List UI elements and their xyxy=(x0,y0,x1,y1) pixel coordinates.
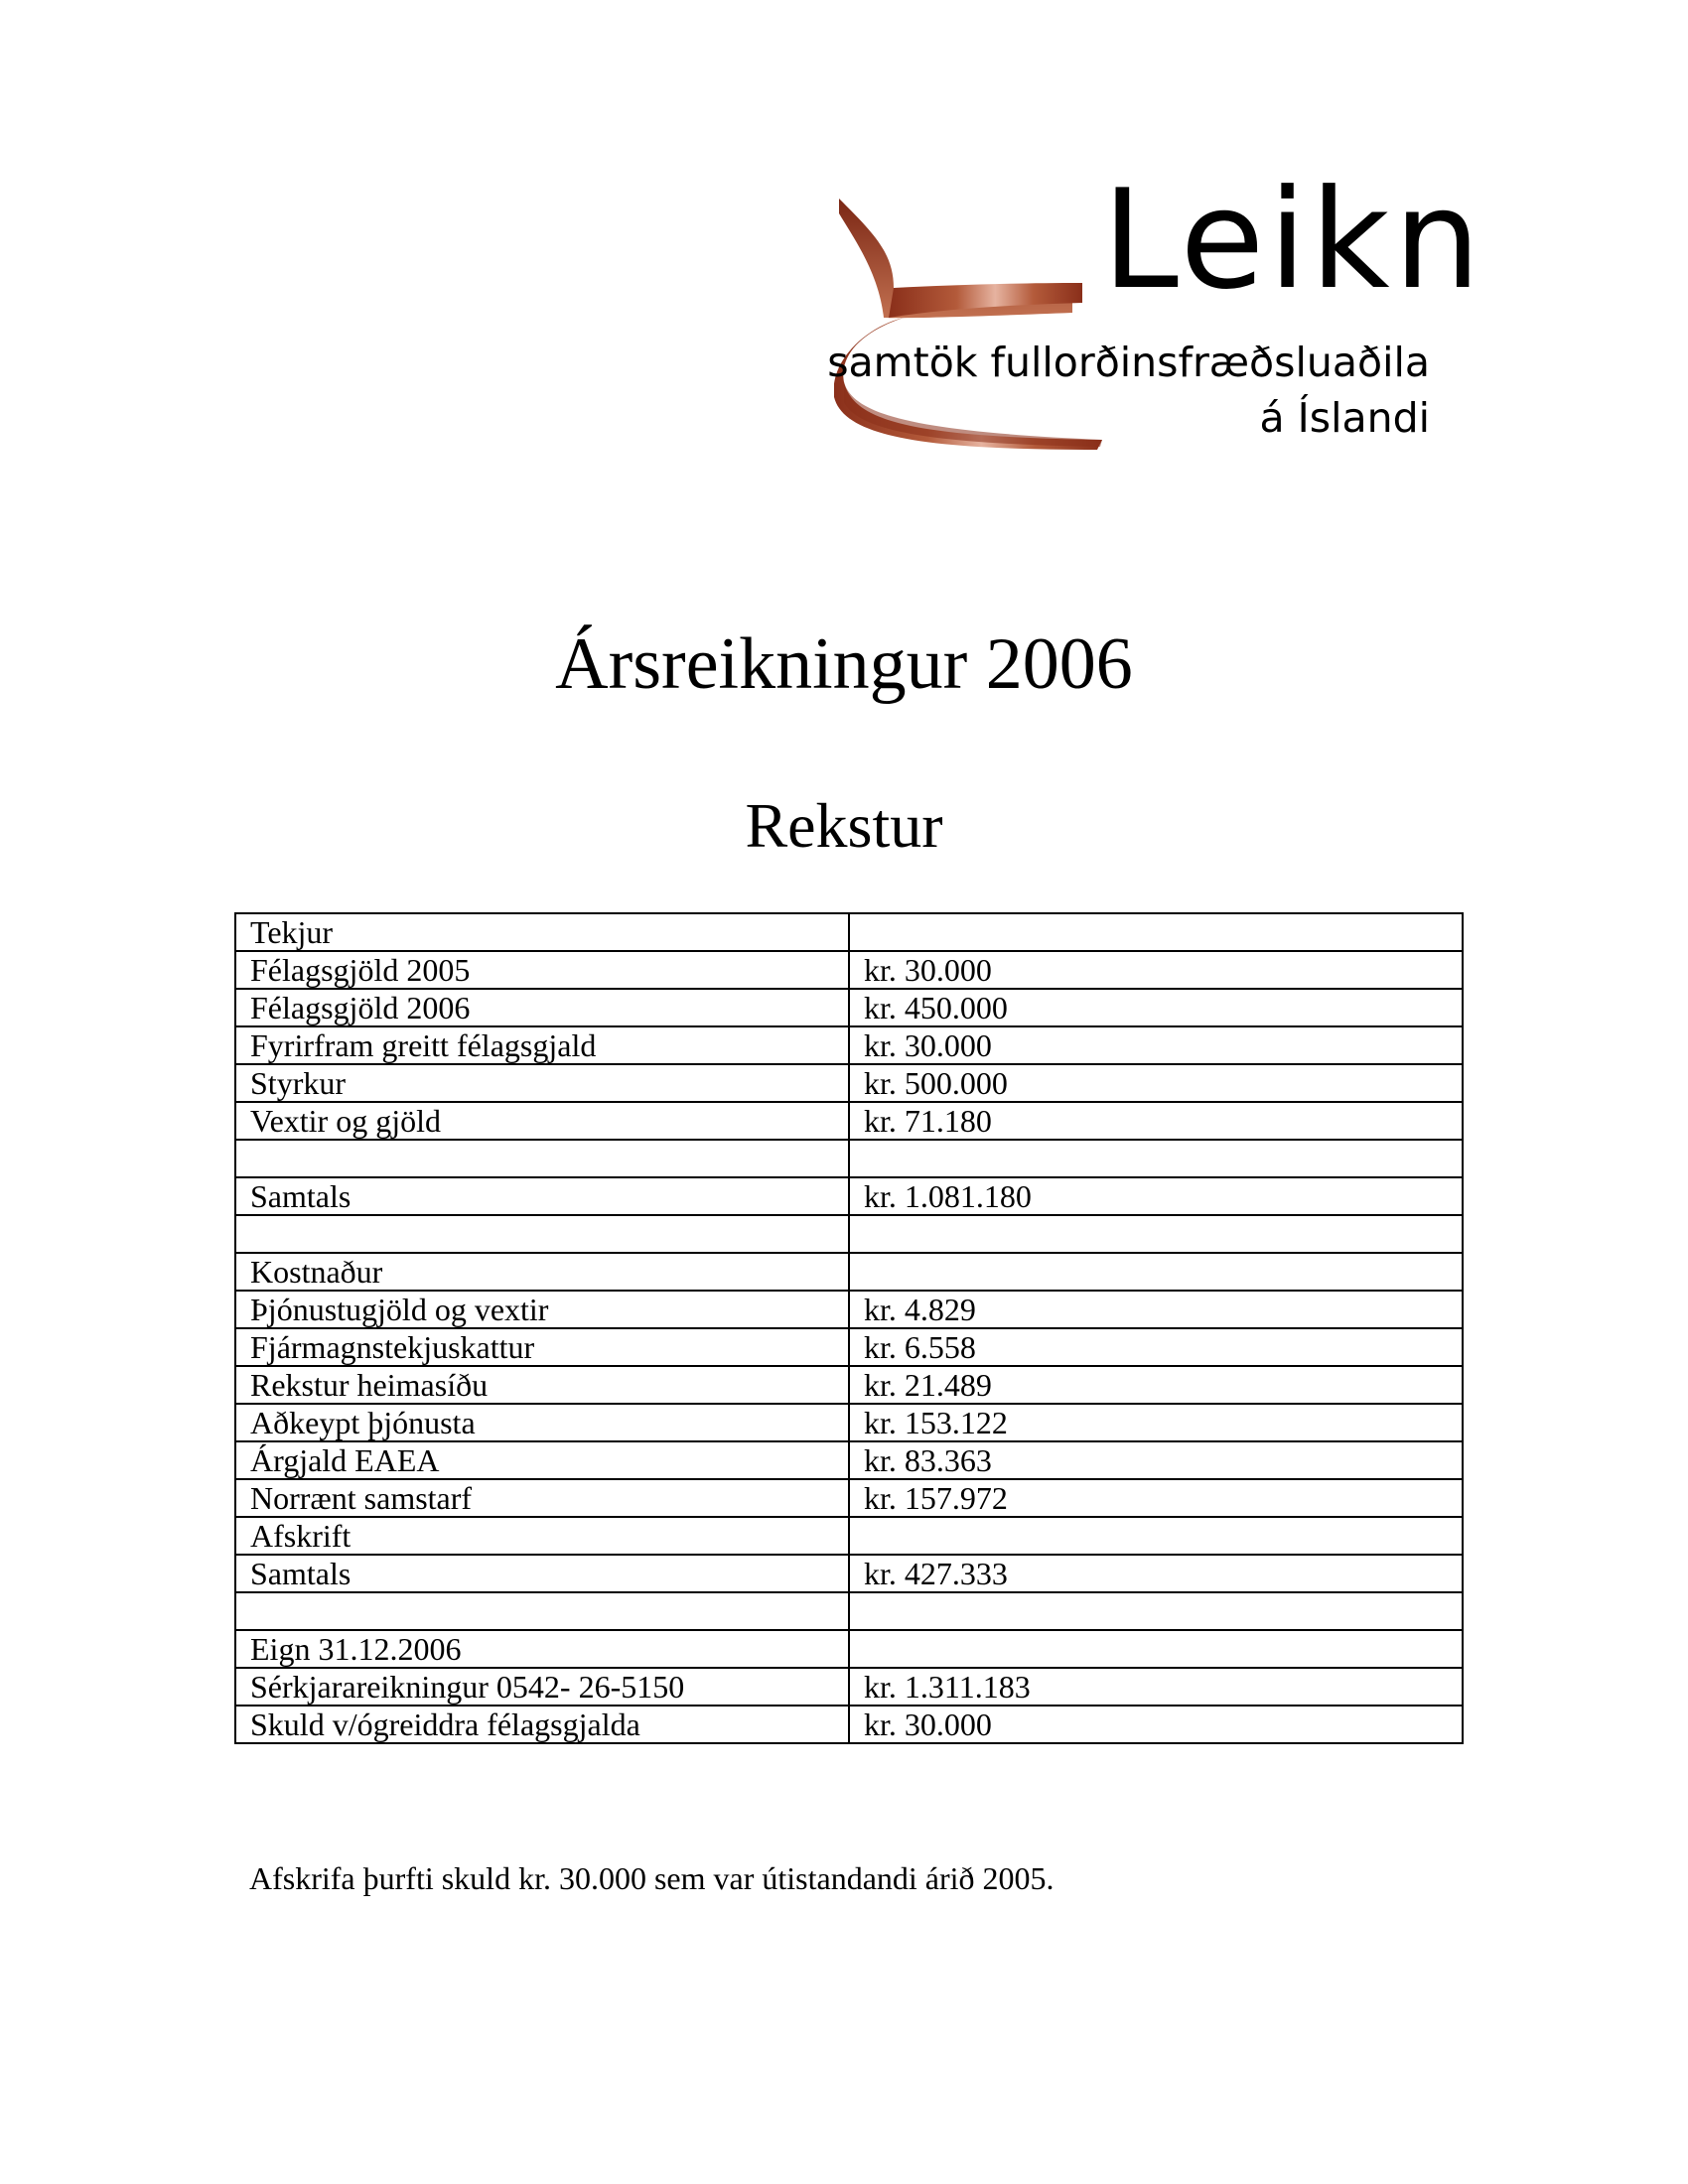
row-amount xyxy=(849,1215,1463,1253)
row-label: Skuld v/ógreiddra félagsgjalda xyxy=(235,1706,849,1743)
row-amount: kr. 1.081.180 xyxy=(849,1177,1463,1215)
table-row xyxy=(235,913,1463,951)
row-label: Eign 31.12.2006 xyxy=(235,1630,849,1668)
section-title: Rekstur xyxy=(745,790,943,861)
table-row xyxy=(235,1102,1463,1140)
row-amount xyxy=(849,1630,1463,1668)
row-amount: kr. 71.180 xyxy=(849,1102,1463,1140)
financial-table-body xyxy=(235,913,1463,1743)
row-label: Fyrirfram greitt félagsgjald xyxy=(235,1026,849,1064)
logo-tagline-line1: samtök fullorðinsfræðsluaðila xyxy=(827,339,1430,386)
table-row xyxy=(235,1064,1463,1102)
table-row xyxy=(235,1441,1463,1479)
table-row xyxy=(235,1630,1463,1668)
row-amount xyxy=(849,1140,1463,1177)
row-amount: kr. 83.363 xyxy=(849,1441,1463,1479)
row-amount: kr. 427.333 xyxy=(849,1555,1463,1592)
table-row xyxy=(235,1592,1463,1630)
table-row xyxy=(235,1253,1463,1291)
row-amount xyxy=(849,1517,1463,1555)
row-amount: kr. 30.000 xyxy=(849,1026,1463,1064)
row-label: Aðkeypt þjónusta xyxy=(235,1404,849,1441)
row-label: Fjármagnstekjuskattur xyxy=(235,1328,849,1366)
table-row xyxy=(235,1668,1463,1706)
table-row xyxy=(235,1517,1463,1555)
row-amount xyxy=(849,1592,1463,1630)
ribbon-lower-shade xyxy=(844,382,1102,447)
row-label: Kostnaður xyxy=(235,1253,849,1291)
table-row xyxy=(235,1026,1463,1064)
row-label xyxy=(235,1140,849,1177)
row-amount: kr. 157.972 xyxy=(849,1479,1463,1517)
financial-table xyxy=(234,912,1464,1744)
row-label: Samtals xyxy=(235,1555,849,1592)
row-label: Norrænt samstarf xyxy=(235,1479,849,1517)
table-row xyxy=(235,1555,1463,1592)
row-label: Sérkjarareikningur 0542- 26-5150 xyxy=(235,1668,849,1706)
row-label: Þjónustugjöld og vextir xyxy=(235,1291,849,1328)
row-amount xyxy=(849,1253,1463,1291)
row-label: Styrkur xyxy=(235,1064,849,1102)
table-row xyxy=(235,1479,1463,1517)
row-label: Samtals xyxy=(235,1177,849,1215)
table-row xyxy=(235,1404,1463,1441)
row-amount: kr. 450.000 xyxy=(849,989,1463,1026)
row-label: Vextir og gjöld xyxy=(235,1102,849,1140)
table-row xyxy=(235,989,1463,1026)
row-amount: kr. 500.000 xyxy=(849,1064,1463,1102)
table-row xyxy=(235,1328,1463,1366)
row-amount: kr. 30.000 xyxy=(849,951,1463,989)
row-label xyxy=(235,1215,849,1253)
row-label: Rekstur heimasíðu xyxy=(235,1366,849,1404)
leikn-logo xyxy=(827,160,1485,452)
row-amount: kr. 6.558 xyxy=(849,1328,1463,1366)
row-label: Félagsgjöld 2006 xyxy=(235,989,849,1026)
row-label: Tekjur xyxy=(235,913,849,951)
row-amount: kr. 21.489 xyxy=(849,1366,1463,1404)
logo-tagline-line2: á Íslandi xyxy=(1259,394,1430,442)
logo-wordmark: Leikn xyxy=(1102,160,1485,320)
row-amount xyxy=(849,913,1463,951)
table-row xyxy=(235,1291,1463,1328)
table-row xyxy=(235,951,1463,989)
row-label xyxy=(235,1592,849,1630)
table-row xyxy=(235,1140,1463,1177)
row-label: Árgjald EAEA xyxy=(235,1441,849,1479)
row-label: Félagsgjöld 2005 xyxy=(235,951,849,989)
row-amount: kr. 153.122 xyxy=(849,1404,1463,1441)
row-amount: kr. 1.311.183 xyxy=(849,1668,1463,1706)
footnote: Afskrifa þurfti skuld kr. 30.000 sem var útistandandi árið 2005. xyxy=(249,1860,1055,1896)
table-row xyxy=(235,1366,1463,1404)
row-label: Afskrift xyxy=(235,1517,849,1555)
row-amount: kr. 30.000 xyxy=(849,1706,1463,1743)
table-row xyxy=(235,1177,1463,1215)
document-title: Ársreikningur 2006 xyxy=(555,623,1133,705)
table-row xyxy=(235,1706,1463,1743)
row-amount: kr. 4.829 xyxy=(849,1291,1463,1328)
table-row xyxy=(235,1215,1463,1253)
